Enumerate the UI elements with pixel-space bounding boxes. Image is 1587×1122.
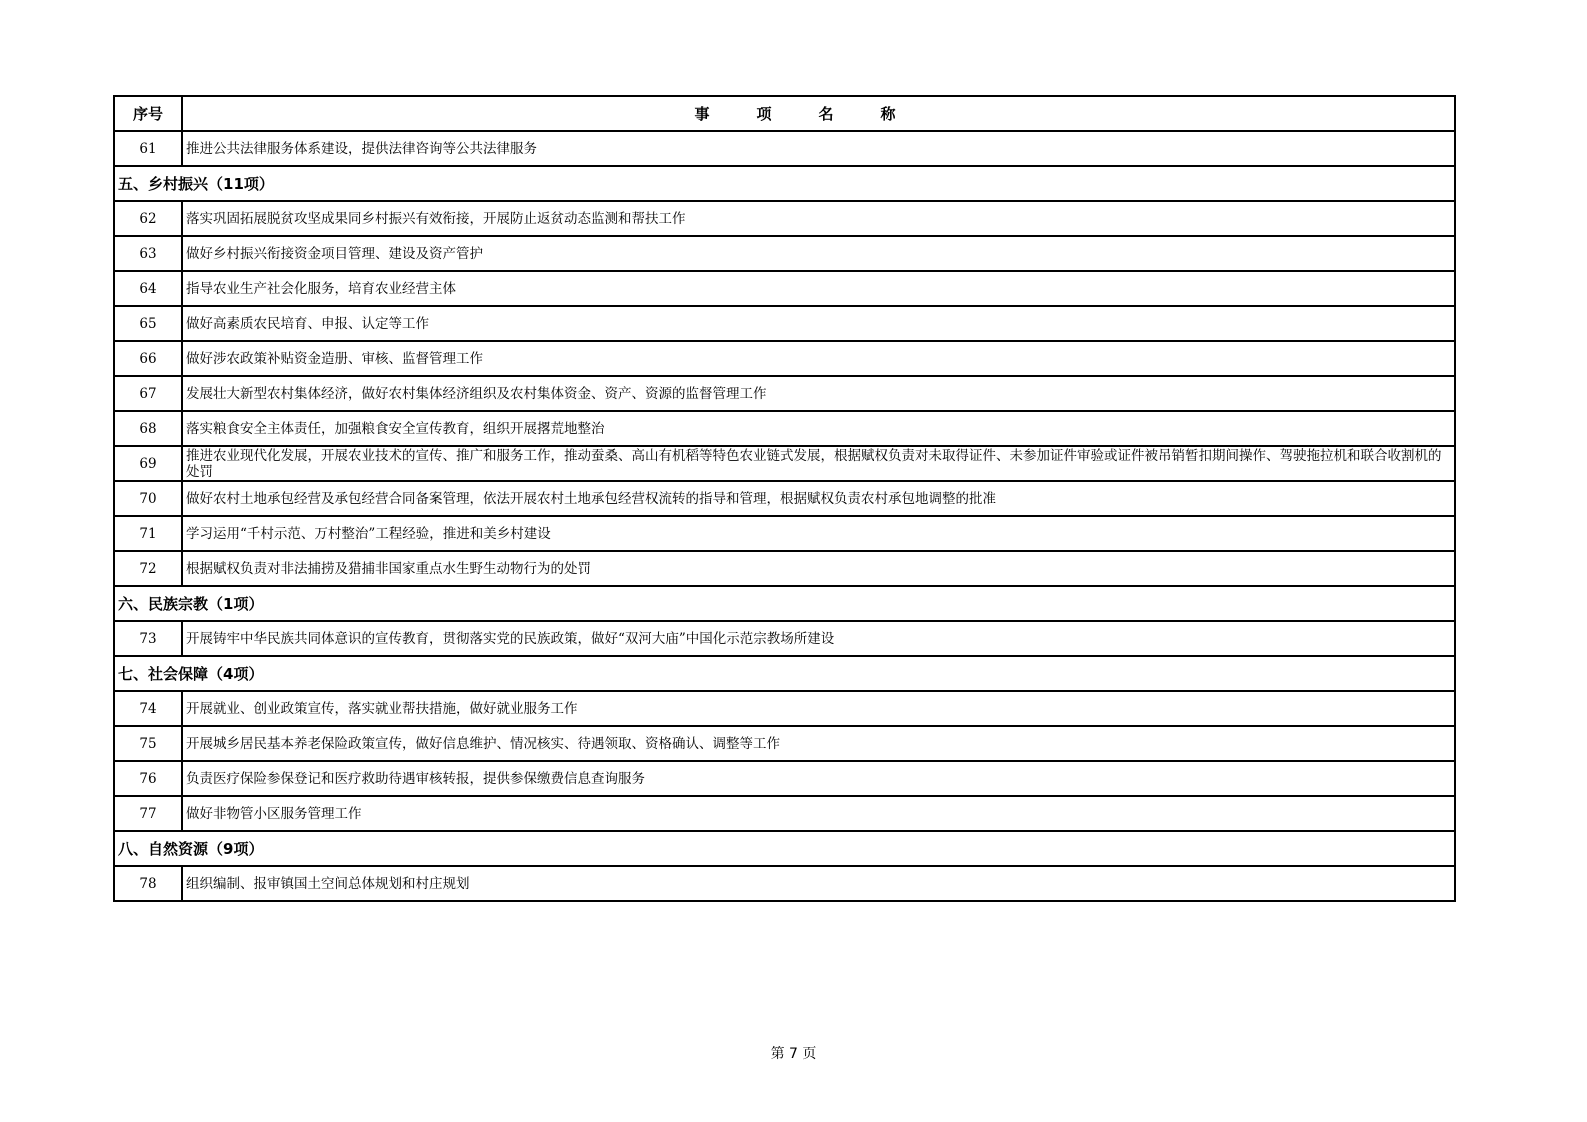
row-item-text: 做好农村土地承包经营及承包经营合同备案管理，依法开展农村土地承包经营权流转的指导和管理，根据赋权负责农村承包地调整的批准 xyxy=(182,481,1455,516)
row-number: 76 xyxy=(114,761,182,796)
row-number: 69 xyxy=(114,446,182,481)
row-number: 66 xyxy=(114,341,182,376)
table-body xyxy=(114,131,1455,901)
row-number: 74 xyxy=(114,691,182,726)
row-item-text: 做好非物管小区服务管理工作 xyxy=(182,796,1455,831)
page-number: 第 7 页 xyxy=(770,1046,817,1062)
row-item-text: 学习运用“千村示范、万村整治”工程经验，推进和美乡村建设 xyxy=(182,516,1455,551)
row-item-text: 推进农业现代化发展，开展农业技术的宣传、推广和服务工作，推动蚕桑、高山有机稻等特色农业链式发展，根据赋权负责对未取得证件、未参加证件审验或证件被吊销暂扣期间操作、驾驶拖拉机和联合收割机的处罚 xyxy=(182,446,1455,481)
table-row xyxy=(114,376,1455,411)
table-header-row xyxy=(114,96,1455,131)
row-item-text: 指导农业生产社会化服务，培育农业经营主体 xyxy=(182,271,1455,306)
table-row xyxy=(114,621,1455,656)
section-header-row xyxy=(114,656,1455,691)
row-item-text: 负责医疗保险参保登记和医疗救助待遇审核转报，提供参保缴费信息查询服务 xyxy=(182,761,1455,796)
table-row xyxy=(114,411,1455,446)
row-number: 70 xyxy=(114,481,182,516)
section-header-row xyxy=(114,586,1455,621)
row-number: 62 xyxy=(114,201,182,236)
row-item-text: 开展就业、创业政策宣传，落实就业帮扶措施，做好就业服务工作 xyxy=(182,691,1455,726)
row-number: 75 xyxy=(114,726,182,761)
table-row xyxy=(114,481,1455,516)
table-row xyxy=(114,446,1455,481)
table-row xyxy=(114,236,1455,271)
row-item-text: 做好涉农政策补贴资金造册、审核、监督管理工作 xyxy=(182,341,1455,376)
row-item-text: 根据赋权负责对非法捕捞及猎捕非国家重点水生野生动物行为的处罚 xyxy=(182,551,1455,586)
row-number: 64 xyxy=(114,271,182,306)
row-item-text: 做好乡村振兴衔接资金项目管理、建设及资产管护 xyxy=(182,236,1455,271)
section-title: 八、自然资源（9项） xyxy=(114,831,1455,866)
row-number: 73 xyxy=(114,621,182,656)
table-row xyxy=(114,516,1455,551)
table-row xyxy=(114,201,1455,236)
table-row xyxy=(114,131,1455,166)
row-number: 68 xyxy=(114,411,182,446)
row-item-text: 组织编制、报审镇国土空间总体规划和村庄规划 xyxy=(182,866,1455,901)
row-item-text: 发展壮大新型农村集体经济，做好农村集体经济组织及农村集体资金、资产、资源的监督管理工作 xyxy=(182,376,1455,411)
row-item-text: 做好高素质农民培育、申报、认定等工作 xyxy=(182,306,1455,341)
section-header-row xyxy=(114,166,1455,201)
row-item-text: 落实巩固拓展脱贫攻坚成果同乡村振兴有效衔接，开展防止返贫动态监测和帮扶工作 xyxy=(182,201,1455,236)
row-number: 61 xyxy=(114,131,182,166)
table-row xyxy=(114,341,1455,376)
row-number: 72 xyxy=(114,551,182,586)
row-number: 77 xyxy=(114,796,182,831)
row-number: 78 xyxy=(114,866,182,901)
table-row xyxy=(114,761,1455,796)
table-row xyxy=(114,691,1455,726)
row-number: 67 xyxy=(114,376,182,411)
row-number: 63 xyxy=(114,236,182,271)
row-item-text: 推进公共法律服务体系建设，提供法律咨询等公共法律服务 xyxy=(182,131,1455,166)
section-header-row xyxy=(114,831,1455,866)
items-table xyxy=(113,95,1456,902)
row-item-text: 落实粮食安全主体责任，加强粮食安全宣传教育，组织开展撂荒地整治 xyxy=(182,411,1455,446)
row-item-text: 开展城乡居民基本养老保险政策宣传，做好信息维护、情况核实、待遇领取、资格确认、调整等工作 xyxy=(182,726,1455,761)
row-number: 71 xyxy=(114,516,182,551)
section-title: 五、乡村振兴（11项） xyxy=(114,166,1455,201)
column-header-no: 序号 xyxy=(114,96,182,131)
section-title: 六、民族宗教（1项） xyxy=(114,586,1455,621)
table-row xyxy=(114,796,1455,831)
table-row xyxy=(114,551,1455,586)
table-row xyxy=(114,271,1455,306)
row-item-text: 开展铸牢中华民族共同体意识的宣传教育，贯彻落实党的民族政策，做好“双河大庙”中国化示范宗教场所建设 xyxy=(182,621,1455,656)
column-header-name: 事项名称 xyxy=(182,96,1455,131)
table-row xyxy=(114,726,1455,761)
table-row xyxy=(114,306,1455,341)
section-title: 七、社会保障（4项） xyxy=(114,656,1455,691)
row-number: 65 xyxy=(114,306,182,341)
table-row xyxy=(114,866,1455,901)
